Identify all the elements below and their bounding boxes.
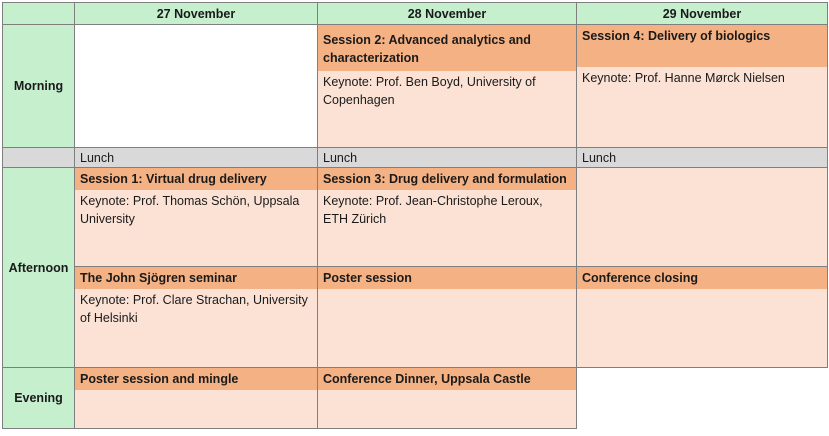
evening-27-poster-mingle [74,367,318,429]
session-title: Conference Dinner, Uppsala Castle [318,368,576,390]
lunch-27: Lunch [74,147,318,168]
afternoon-27-seminar [74,266,318,368]
lunch-row-label [2,147,75,168]
afternoon-29-empty [576,167,828,267]
row-label-afternoon: Afternoon [2,167,75,368]
afternoon-28-session-3 [317,167,577,267]
corner-cell [2,2,75,25]
session-title: Session 3: Drug delivery and formulation [318,168,576,190]
lunch-29: Lunch [576,147,828,168]
session-title: Poster session [318,267,576,289]
session-keynote: Keynote: Prof. Jean-Christophe Leroux, ETH Zürich [323,194,543,226]
session-title: The John Sjögren seminar [75,267,317,289]
session-title: Session 4: Delivery of biologics [577,25,827,67]
session-keynote: Keynote: Prof. Ben Boyd, University of Copenhagen [323,75,536,107]
row-label-evening: Evening [2,367,75,429]
session-title: Session 1: Virtual drug delivery [75,168,317,190]
day-header-28: 28 November [317,2,577,25]
session-title: Poster session and mingle [75,368,317,390]
afternoon-29-closing [576,266,828,368]
morning-29-session [576,24,828,148]
morning-27-empty [74,24,318,148]
day-header-29: 29 November [576,2,828,25]
row-label-morning: Morning [2,24,75,148]
session-keynote: Keynote: Prof. Clare Strachan, University of Helsinki [80,293,308,325]
day-header-27: 27 November [74,2,318,25]
lunch-28: Lunch [317,147,577,168]
session-title: Session 2: Advanced analytics and characterization [318,25,576,71]
evening-28-dinner [317,367,577,429]
session-keynote: Keynote: Prof. Hanne Mørck Nielsen [582,71,785,85]
morning-28-session [317,24,577,148]
afternoon-28-poster [317,266,577,368]
session-title: Conference closing [577,267,827,289]
session-keynote: Keynote: Prof. Thomas Schön, Uppsala University [80,194,300,226]
afternoon-27-session-1 [74,167,318,267]
